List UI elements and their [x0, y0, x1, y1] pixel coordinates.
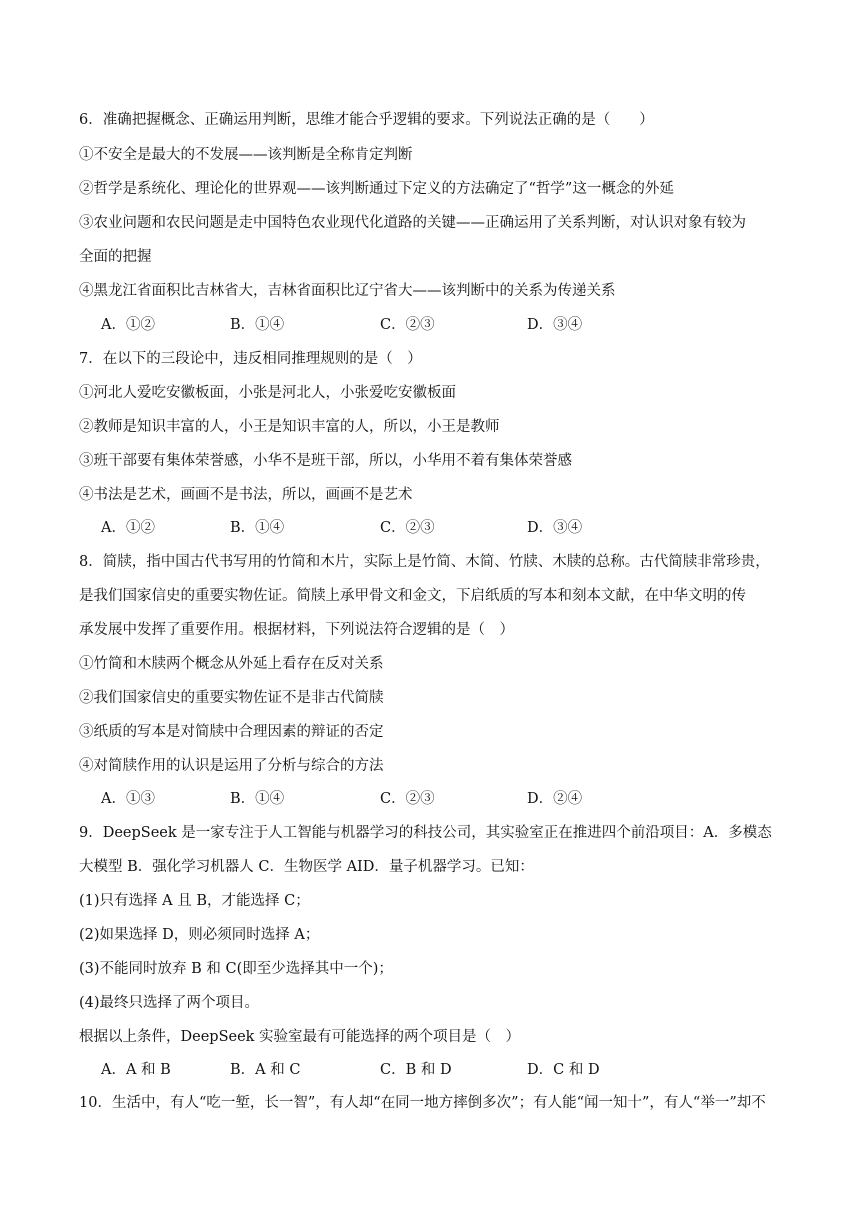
q6-option-d[interactable]: D．③④: [527, 317, 583, 333]
q7-options: [101, 518, 821, 538]
q7-item-1: ①河北人爱吃安徽板面，小张是河北人，小张爱吃安徽板面: [79, 385, 456, 401]
q9-options: [101, 1060, 821, 1080]
q6-options: [101, 315, 821, 335]
q7-item-4: ④书法是艺术，画画不是书法，所以，画画不是艺术: [79, 487, 413, 503]
q9-condition-1: (1)只有选择 A 且 B，才能选择 C；: [79, 893, 310, 909]
q9-condition-2: (2)如果选择 D，则必须同时选择 A；: [79, 927, 320, 943]
q6-item-4: ④黑龙江省面积比吉林省大，吉林省面积比辽宁省大——该判断中的关系为传递关系: [79, 283, 616, 299]
q8-option-b[interactable]: B．①④: [230, 791, 285, 807]
q8-stem-line-2: 是我们国家信史的重要实物佐证。简牍上承甲骨文和金文，下启纸质的写本和刻本文献，在中华文明的传: [79, 588, 746, 604]
q7-stem: 7．在以下的三段论中，违反相同推理规则的是（ ）: [79, 351, 422, 367]
q6-item-2: ②哲学是系统化、理论化的世界观——该判断通过下定义的方法确定了“哲学”这一概念的外延: [79, 181, 674, 197]
q9-condition-3: (3)不能同时放弃 B 和 C(即至少选择其中一个)；: [79, 961, 393, 977]
q9-stem-line-2: 大模型 B．强化学习机器人 C．生物医学 AID．量子机器学习。已知：: [79, 859, 534, 875]
q7-item-3: ③班干部要有集体荣誉感，小华不是班干部，所以，小华用不着有集体荣誉感: [79, 453, 572, 469]
q6-option-b[interactable]: B．①④: [230, 317, 285, 333]
q9-question: 根据以上条件，DeepSeek 实验室最有可能选择的两个项目是（ ）: [79, 1029, 521, 1045]
q6-item-3: ③农业问题和农民问题是走中国特色农业现代化道路的关键——正确运用了关系判断，对认识对象有较为: [79, 215, 746, 231]
q10-stem: 10．生活中，有人“吃一堑，长一智”，有人却“在同一地方摔倒多次”；有人能“闻一知十”，有人“举一”却不: [79, 1095, 766, 1111]
q8-option-a[interactable]: A．①③: [101, 791, 155, 807]
q8-stem-line-3: 承发展中发挥了重要作用。根据材料，下列说法符合逻辑的是（ ）: [79, 622, 514, 638]
q9-stem-line-1: 9．DeepSeek 是一家专注于人工智能与机器学习的科技公司，其实验室正在推进四个前沿项目：A．多模态: [79, 825, 772, 841]
q7-option-d[interactable]: D．③④: [527, 520, 583, 536]
q8-item-4: ④对简牍作用的认识是运用了分析与综合的方法: [79, 758, 384, 774]
q8-option-d[interactable]: D．②④: [527, 791, 583, 807]
q9-option-b[interactable]: B．A 和 C: [230, 1062, 301, 1078]
q7-option-c[interactable]: C．②③: [380, 520, 435, 536]
q7-item-2: ②教师是知识丰富的人，小王是知识丰富的人，所以，小王是教师: [79, 419, 500, 435]
q8-options: [101, 789, 821, 809]
q6-item-1: ①不安全是最大的不发展——该判断是全称肯定判断: [79, 147, 413, 163]
q6-item-3-cont: 全面的把握: [79, 249, 152, 265]
q9-condition-4: (4)最终只选择了两个项目。: [79, 995, 260, 1011]
q8-option-c[interactable]: C．②③: [380, 791, 435, 807]
q8-item-2: ②我们国家信史的重要实物佐证不是非古代简牍: [79, 690, 384, 706]
q8-stem-line-1: 8．简牍，指中国古代书写用的竹简和木片，实际上是竹简、木简、竹牍、木牍的总称。古代简牍非常珍贵，: [79, 554, 770, 570]
q6-option-c[interactable]: C．②③: [380, 317, 435, 333]
q9-option-a[interactable]: A．A 和 B: [101, 1062, 171, 1078]
q8-item-1: ①竹简和木牍两个概念从外延上看存在反对关系: [79, 656, 384, 672]
q9-option-d[interactable]: D．C 和 D: [527, 1062, 600, 1078]
q7-option-a[interactable]: A．①②: [101, 520, 155, 536]
q8-item-3: ③纸质的写本是对简牍中合理因素的辩证的否定: [79, 724, 384, 740]
q7-option-b[interactable]: B．①④: [230, 520, 285, 536]
q6-option-a[interactable]: A．①②: [101, 317, 155, 333]
q9-option-c[interactable]: C．B 和 D: [380, 1062, 452, 1078]
q6-stem: 6．准确把握概念、正确运用判断，思维才能合乎逻辑的要求。下列说法正确的是（ ）: [79, 112, 654, 128]
